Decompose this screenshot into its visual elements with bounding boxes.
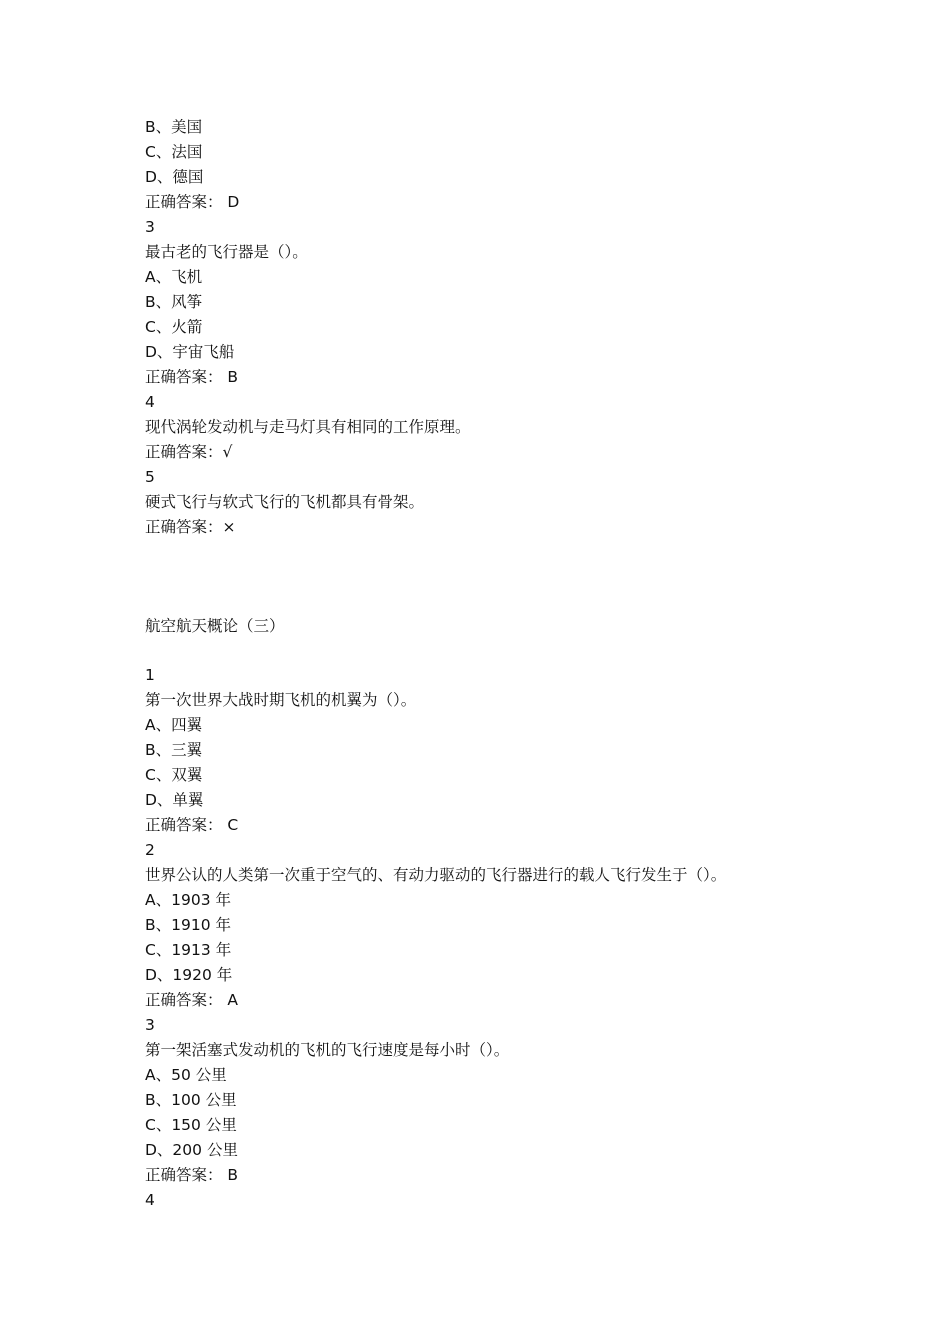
question-number: 2 [145, 841, 155, 859]
question-text: 现代涡轮发动机与走马灯具有相同的工作原理。 [145, 418, 471, 436]
option-b: B、风筝 [145, 293, 203, 311]
question-number: 3 [145, 1016, 155, 1034]
option-b: B、美国 [145, 118, 203, 136]
spacer [145, 540, 845, 614]
option-d: D、宇宙飞船 [145, 343, 235, 361]
option-a: A、50 公里 [145, 1066, 227, 1084]
question-number: 5 [145, 468, 155, 486]
option-b: B、1910 年 [145, 916, 232, 934]
option-c: C、法国 [145, 143, 203, 161]
question-number: 1 [145, 666, 155, 684]
option-c: C、双翼 [145, 766, 203, 784]
answer-line: 正确答案： A [145, 991, 239, 1009]
option-a: A、1903 年 [145, 891, 231, 909]
answer-line: 正确答案： C [145, 816, 239, 834]
question-text: 第一次世界大战时期飞机的机翼为（）。 [145, 691, 417, 709]
option-c: C、火箭 [145, 318, 203, 336]
answer-line: 正确答案： D [145, 193, 240, 211]
option-d: D、德国 [145, 168, 204, 186]
answer-line: 正确答案：√ [145, 443, 233, 461]
option-b: B、三翼 [145, 741, 203, 759]
question-text: 第一架活塞式发动机的飞机的飞行速度是每小时（）。 [145, 1041, 510, 1059]
option-c: C、150 公里 [145, 1116, 237, 1134]
spacer [145, 639, 845, 663]
question-number: 3 [145, 218, 155, 236]
question-text: 世界公认的人类第一次重于空气的、有动力驱动的飞行器进行的载人飞行发生于（）。 [145, 866, 727, 884]
option-b: B、100 公里 [145, 1091, 237, 1109]
question-text: 最古老的飞行器是（）。 [145, 243, 308, 261]
option-a: A、飞机 [145, 268, 203, 286]
question-number: 4 [145, 1191, 155, 1209]
option-d: D、单翼 [145, 791, 204, 809]
option-d: D、1920 年 [145, 966, 233, 984]
document-page [145, 115, 845, 1213]
answer-line: 正确答案： B [145, 368, 239, 386]
option-c: C、1913 年 [145, 941, 232, 959]
answer-line: 正确答案： B [145, 1166, 239, 1184]
question-text: 硬式飞行与软式飞行的飞机都具有骨架。 [145, 493, 425, 511]
question-number: 4 [145, 393, 155, 411]
option-d: D、200 公里 [145, 1141, 238, 1159]
option-a: A、四翼 [145, 716, 203, 734]
section-title: 航空航天概论（三） [145, 617, 285, 635]
answer-line: 正确答案：× [145, 518, 236, 536]
